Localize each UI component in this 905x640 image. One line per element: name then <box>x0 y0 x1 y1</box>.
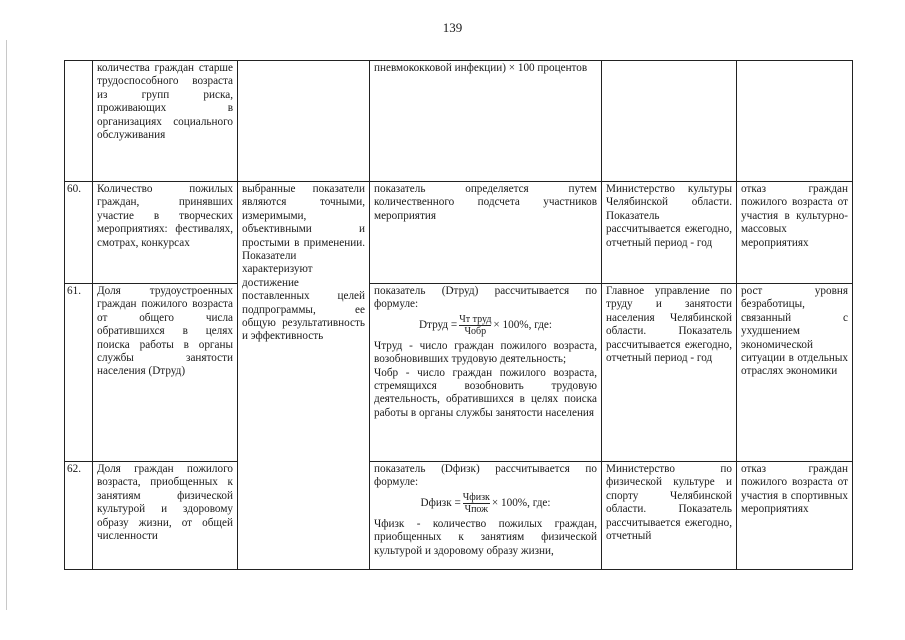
responsible-cell: Главное управление по труду и занятости населения Челябинской области. Показатель рассчитывается ежегодно, отчетный период - год <box>602 284 737 462</box>
table-row-continuation <box>65 61 853 182</box>
formula-denominator: Чпож <box>464 503 489 515</box>
formula-lhs: Dфизк = <box>420 496 461 509</box>
row-number: 60. <box>65 182 93 284</box>
page-number: 139 <box>442 20 463 35</box>
formula-lhs: Dтруд = <box>418 318 458 331</box>
table-row-61 <box>65 284 853 462</box>
formula-fraction <box>459 314 491 337</box>
method-cell <box>370 284 602 462</box>
justification-cell: выбранные показатели являются точными, измеримыми, объективными и простыми в применении. Показатели характеризуют достижение поставленных целей подпрограммы, ее общую результативность и эффективность <box>238 182 370 570</box>
indicator-cell: количества граждан старше трудоспособного возраста из групп риска, проживающих в организациях социального обслуживания <box>93 61 238 182</box>
method-cell: пневмококковой инфекции) × 100 процентов <box>370 61 602 182</box>
responsible-cell: Министерство культуры Челябинской области. Показатель рассчитывается ежегодно, отчетный период - год <box>602 182 737 284</box>
indicator-cell: Доля граждан пожилого возраста, приобщенных к занятиям физической культурой и здоровому образу жизни, от общей численности <box>93 462 238 570</box>
method-intro: показатель (Dфизк) рассчитывается по формуле: <box>374 463 597 489</box>
indicator-cell: Доля трудоустроенных граждан пожилого возраста от общего числа обратившихся в целях поиска работы в органы службы занятости населения (Dтруд) <box>93 284 238 462</box>
risk-cell: рост уровня безработицы, связанный с ухудшением экономической ситуации в отдельных отраслях экономики <box>737 284 853 462</box>
formula <box>374 314 597 337</box>
risk-cell: отказ граждан пожилого возраста от участия в спортивных мероприятиях <box>737 462 853 570</box>
formula-fraction <box>463 492 490 515</box>
indicator-table <box>64 60 853 570</box>
formula-numerator: Чт труд <box>459 313 492 325</box>
method-definition: Чфизк - количество пожилых граждан, приобщенных к занятиям физической культурой и здоровому образу жизни, <box>374 517 597 557</box>
responsible-cell: Министерство по физической культуре и спорту Челябинской области. Показатель рассчитывается ежегодно, отчетный <box>602 462 737 570</box>
formula <box>374 492 597 515</box>
risk-cell: отказ граждан пожилого возраста от участия в культурно-массовых мероприятиях <box>737 182 853 284</box>
method-cell: показатель определяется путем количественного подсчета участников мероприятия <box>370 182 602 284</box>
method-cell <box>370 462 602 570</box>
table-row-62 <box>65 462 853 570</box>
page-edge-line <box>6 40 7 610</box>
risk-cell <box>737 61 853 182</box>
justification-cell <box>238 61 370 182</box>
method-definition: Чобр - число граждан пожилого возраста, стремящихся возобновить трудовую деятельность, обратившихся в целях поиска работы в органы службы занятости населения <box>374 366 597 419</box>
responsible-cell <box>602 61 737 182</box>
table-row-60 <box>65 182 853 284</box>
formula-tail: × 100%, где: <box>491 496 551 509</box>
row-number: 62. <box>65 462 93 570</box>
row-number: 61. <box>65 284 93 462</box>
formula-numerator: Чфизк <box>462 491 490 503</box>
formula-tail: × 100%, где: <box>493 318 553 331</box>
row-number-cell <box>65 61 93 182</box>
method-definition: Чтруд - число граждан пожилого возраста, возобновивших трудовую деятельность; <box>374 339 597 366</box>
indicator-cell: Количество пожилых граждан, принявших участие в творческих мероприятиях: фестивалях, смотрах, конкурсах <box>93 182 238 284</box>
formula-denominator: Чобр <box>464 325 487 337</box>
method-intro: показатель (Dтруд) рассчитывается по формуле: <box>374 285 597 311</box>
